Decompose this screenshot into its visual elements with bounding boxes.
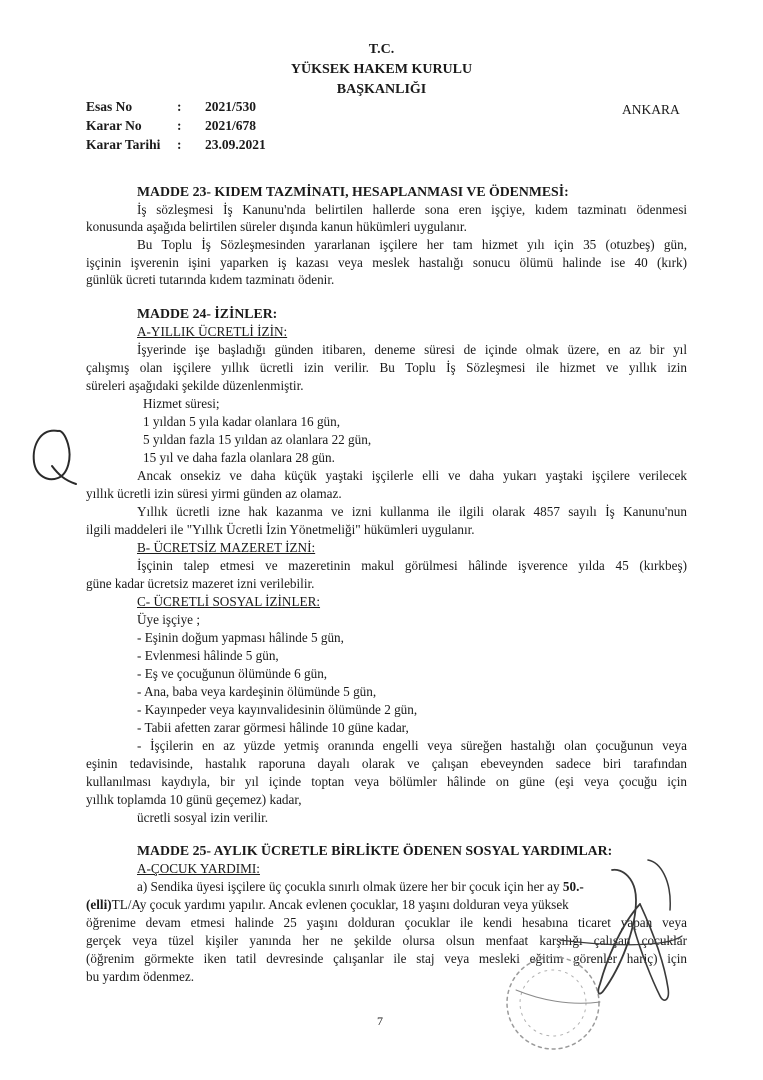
madde24-list-item: - Ana, baba veya kardeşinin ölümünde 5 gün, bbox=[137, 684, 377, 699]
meta-colon: : bbox=[177, 137, 182, 152]
meta-colon: : bbox=[177, 118, 182, 133]
madde24-heading: MADDE 24- İZİNLER: bbox=[137, 306, 278, 321]
madde24-line: yıllık ücretli izin süresi yirmi günden az olamaz. bbox=[86, 486, 342, 501]
madde24-line: ilgili maddeleri ile "Yıllık Ücretli İzin Yönetmeliği" hükümleri uygulanır. bbox=[86, 522, 475, 537]
madde23-line: Bu Toplu İş Sözleşmesinden yararlanan işçilere her tam hizmet yılı için 35 (otuzbeş) gün, bbox=[137, 237, 687, 252]
madde24-line: Yıllık ücretli izne hak kazanma ve izni kullanma ile ilgili olarak 4857 sayılı İş Kanunu'nun bbox=[137, 504, 687, 519]
madde25-line: öğrenime devam etmesi halinde 25 yaşını dolduran çocuklar ile kendi hesabına ticaret yapan veya bbox=[86, 915, 687, 930]
madde24-line: İşçinin talep etmesi ve mazeretinin makul görülmesi hâlinde işverence yılda 45 (kırkbeş) bbox=[137, 558, 687, 573]
madde24-list-item: - Kayınpeder veya kayınvalidesinin ölümünde 2 gün, bbox=[137, 702, 418, 717]
meta-value-tarih: 23.09.2021 bbox=[205, 137, 266, 152]
madde24-line: ücretli sosyal izin verilir. bbox=[137, 810, 269, 825]
madde23-line: konusunda aşağıda belirtilen süreler dışında kanun hükümleri uygulanır. bbox=[86, 219, 467, 234]
madde25-line: bu yardım ödenmez. bbox=[86, 969, 195, 984]
meta-value-esas: 2021/530 bbox=[205, 99, 257, 114]
header-presidency: BAŞKANLIĞI bbox=[336, 82, 427, 97]
madde24-line: İşyerinde işe başladığı günden itibaren, deneme süresi de içinde olmak üzere, en az bir yıl bbox=[137, 342, 687, 357]
madde24-list-item: - İşçilerin en az yüzde yetmiş oranında engelli veya süreğen hastalığı olan çocuğunun veya bbox=[137, 738, 687, 753]
madde24-list-item: - Eşinin doğum yapması hâlinde 5 gün, bbox=[137, 630, 344, 645]
page-number: 7 bbox=[377, 1014, 383, 1028]
meta-label-karar: Karar No bbox=[86, 118, 142, 133]
madde24-line: 1 yıldan 5 yıla kadar olanlara 16 gün, bbox=[143, 414, 341, 429]
madde23-heading: MADDE 23- KIDEM TAZMİNATI, HESAPLANMASI VE ÖDENMESİ: bbox=[137, 184, 569, 199]
header-tc: T.C. bbox=[368, 42, 395, 57]
madde24-list-item: - Tabii afetten zarar görmesi hâlinde 10 güne kadar, bbox=[137, 720, 409, 735]
meta-colon: : bbox=[177, 99, 182, 114]
madde25-amount: 50.- bbox=[562, 879, 584, 894]
meta-label-esas: Esas No bbox=[86, 99, 133, 114]
madde24-line: güne kadar ücretsiz mazeret izni verilebilir. bbox=[86, 576, 315, 591]
madde25-text: a) Sendika üyesi işçilere üç çocukla sınırlı olmak üzere her bir çocuk için her ay bbox=[137, 879, 563, 894]
madde24-subheading-c: C- ÜCRETLİ SOSYAL İZİNLER: bbox=[137, 594, 321, 609]
madde23-line: günlük ücreti tutarında kıdem tazminatı ödenir. bbox=[86, 272, 335, 287]
madde24-list-item: - Evlenmesi hâlinde 5 gün, bbox=[137, 648, 279, 663]
madde24-line: Hizmet süresi; bbox=[143, 396, 220, 411]
madde24-line: Üye işçiye ; bbox=[137, 612, 200, 627]
madde25-heading: MADDE 25- AYLIK ÜCRETLE BİRLİKTE ÖDENEN SOSYAL YARDIMLAR: bbox=[137, 843, 613, 858]
madde25-amount-words: (elli) bbox=[86, 897, 112, 912]
madde24-line: eşinin tedavisinde, hastalık raporuna dayalı olarak ve çalışan ebeveynden sadece biri tarafından bbox=[86, 756, 687, 771]
madde24-line: yıllık toplamda 10 günü geçemez) kadar, bbox=[86, 792, 302, 807]
madde24-line: 5 yıldan fazla 15 yıldan az olanlara 22 gün, bbox=[143, 432, 372, 447]
madde24-line: çalışmış olan işçilere yıllık ücretli izin verilir. Bu Toplu İş Sözleşmesi ile hizmet ve yıllık izin bbox=[86, 360, 687, 375]
madde25-line: gerçek veya tüzel kişiler yanında her ne şekilde olursa olsun menfaat karşılığı çalışan çocuklar bbox=[86, 933, 687, 948]
madde25-text: TL/Ay çocuk yardımı yapılır. Ancak evlenen çocuklar, 18 yaşını dolduran veya yüksek bbox=[111, 897, 569, 912]
madde24-subheading-b: B- ÜCRETSİZ MAZERET İZNİ: bbox=[137, 540, 316, 555]
madde24-line: 15 yıl ve daha fazla olanlara 28 gün. bbox=[143, 450, 335, 465]
meta-value-karar: 2021/678 bbox=[205, 118, 257, 133]
madde25-line: (öğrenim görmekte iken tatil devresinde çalışanlar ile staj veya mesleki eğitim görenler hariç) için bbox=[86, 951, 687, 966]
madde24-line: kullanılması kaydıyla, bir yıl içinde toptan veya bölümler hâlinde on güne (eşi veya çocuğu için bbox=[86, 774, 687, 789]
madde25-line bbox=[86, 897, 569, 913]
madde23-line: İş sözleşmesi İş Kanunu'nda belirtilen hallerde sona eren işçiye, kıdem tazminatı ödenmesi bbox=[137, 202, 687, 217]
madde24-line: süreleri aşağıdaki şekilde düzenlenmiştir. bbox=[86, 378, 304, 393]
madde25-line bbox=[137, 879, 584, 895]
madde24-list-item: - Eş ve çocuğunun ölümünde 6 gün, bbox=[137, 666, 328, 681]
madde25-subheading-a: A-ÇOCUK YARDIMI: bbox=[137, 861, 260, 876]
madde24-line: Ancak onsekiz ve daha küçük yaştaki işçilerle elli ve daha yukarı yaştaki işçilere verilecek bbox=[137, 468, 687, 483]
madde23-line: işçinin işverenin işini yaparken iş kazası veya meslek hastalığı sonucu ölümü halinde ise 40 (kırk) bbox=[86, 255, 687, 270]
header-institution: YÜKSEK HAKEM KURULU bbox=[290, 62, 473, 77]
meta-city: ANKARA bbox=[622, 102, 680, 117]
meta-label-tarih: Karar Tarihi bbox=[86, 137, 161, 152]
madde24-subheading-a: A-YILLIK ÜCRETLİ İZİN: bbox=[137, 324, 288, 339]
